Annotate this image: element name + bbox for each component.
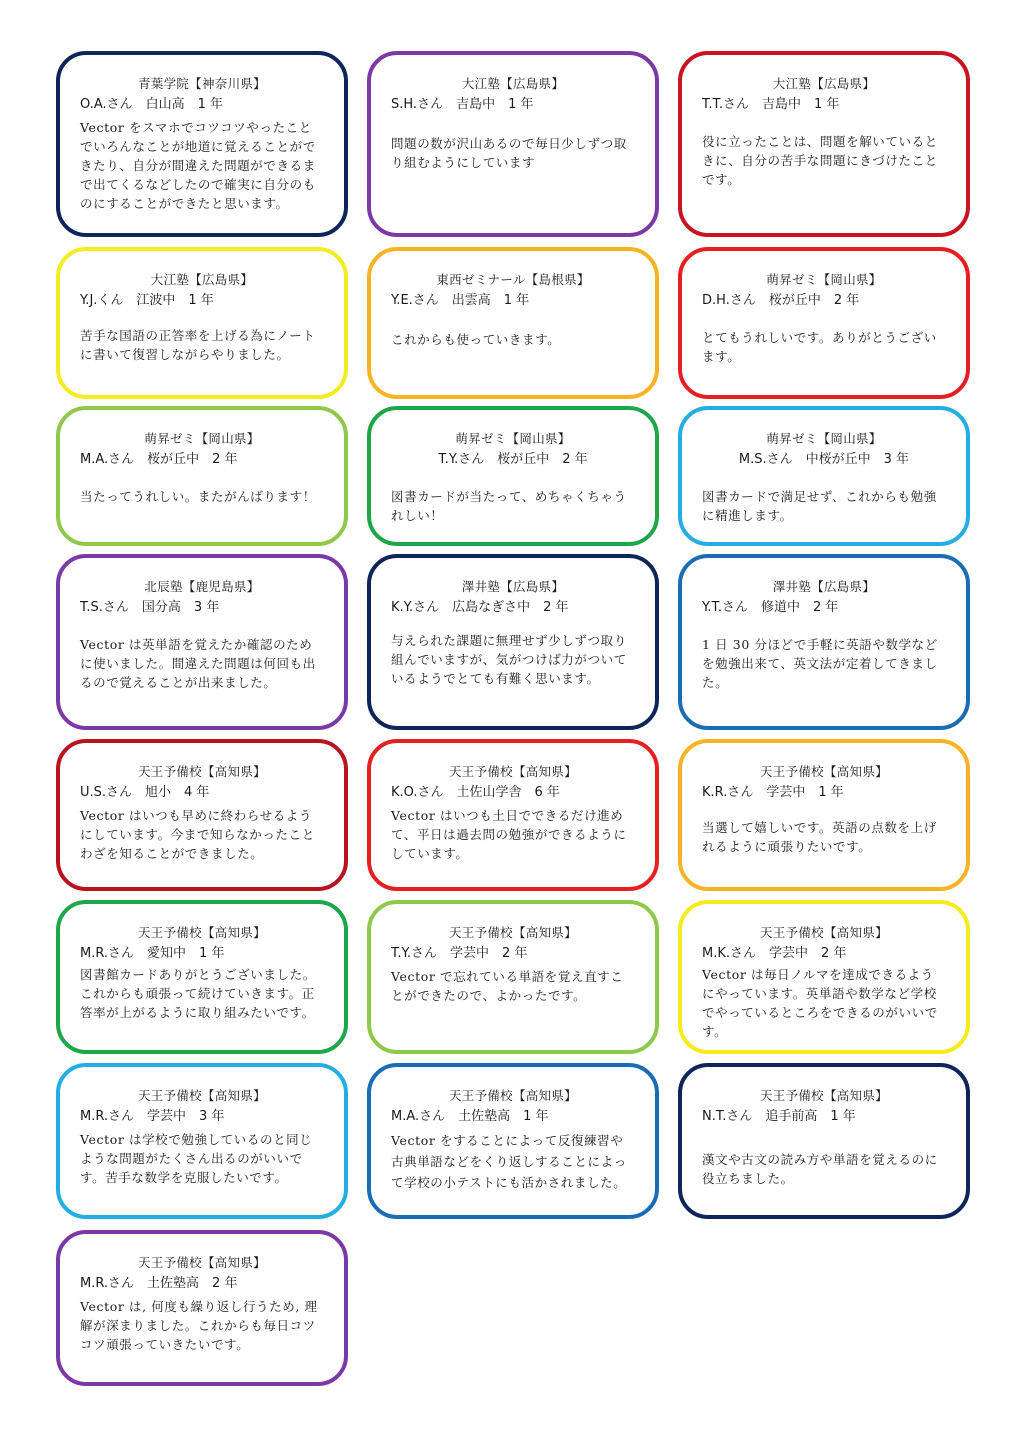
school-name: 天王予備校【高知県】 bbox=[759, 764, 888, 779]
comment-text: Vector は学校で勉強しているのと同じような問題がたくさん出るのがいいです。苦手な数学を克服したいです。 bbox=[80, 1132, 313, 1185]
school-name: 天王予備校【高知県】 bbox=[137, 764, 266, 779]
testimonial-card bbox=[678, 739, 970, 891]
testimonial-card bbox=[56, 900, 348, 1054]
school-name: 澤井塾【広島県】 bbox=[772, 579, 876, 594]
student-info: T.S.さん 国分高 3 年 bbox=[80, 600, 220, 615]
school-name: 大江塾【広島県】 bbox=[772, 76, 876, 91]
school-name: 天王予備校【高知県】 bbox=[137, 925, 266, 940]
student-info: O.A.さん 白山高 1 年 bbox=[80, 97, 224, 112]
testimonial-card bbox=[678, 51, 970, 237]
comment-text: 図書カードで満足せず、これからも勉強に精進します。 bbox=[702, 489, 937, 523]
testimonial-card bbox=[56, 247, 348, 399]
testimonial-card bbox=[56, 406, 348, 546]
school-name: 東西ゼミナール【島根県】 bbox=[436, 272, 590, 287]
comment-text: 役に立ったことは、問題を解いているときに、自分の苦手な問題にきづけたことです。 bbox=[702, 134, 938, 187]
student-info: M.S.さん 中桜が丘中 3 年 bbox=[738, 452, 910, 467]
comment-text: とてもうれしいです。ありがとうございます。 bbox=[702, 330, 937, 364]
school-name: 澤井塾【広島県】 bbox=[461, 579, 565, 594]
testimonial-card bbox=[678, 554, 970, 730]
student-info: S.H.さん 吉島中 1 年 bbox=[391, 97, 534, 112]
comment-text: Vector は, 何度も繰り返し行うため, 理解が深まりました。これからも毎日コツコツ頑張っていきたいです。 bbox=[80, 1299, 318, 1352]
student-info: T.T.さん 吉島中 1 年 bbox=[702, 97, 840, 112]
student-info: M.A.さん 土佐塾高 1 年 bbox=[391, 1109, 549, 1124]
comment-text: 当たってうれしい。またがんばります！ bbox=[80, 489, 316, 504]
testimonial-card bbox=[367, 900, 659, 1054]
student-info: M.K.さん 学芸中 2 年 bbox=[702, 946, 847, 961]
comment-text: 漢文や古文の読み方や単語を覚えるのに役立ちました。 bbox=[702, 1152, 938, 1186]
school-name: 天王予備校【高知県】 bbox=[759, 925, 888, 940]
comment-text: Vector をスマホでコツコツやったことでいろんなことが地道に覚えることができたり、自分が間違えた問題ができるまで出てくるなどしたので確実に自分のものにすることができたと思います。 bbox=[80, 120, 316, 211]
school-name: 北辰塾【鹿児島県】 bbox=[144, 579, 260, 594]
school-name: 萌昇ゼミ【岡山県】 bbox=[766, 272, 882, 287]
testimonial-card bbox=[56, 554, 348, 730]
testimonial-card bbox=[367, 51, 659, 237]
school-name: 天王予備校【高知県】 bbox=[137, 1255, 266, 1270]
student-info: U.S.さん 旭小 4 年 bbox=[80, 785, 210, 800]
school-name: 青葉学院【神奈川県】 bbox=[137, 76, 266, 91]
testimonial-card bbox=[367, 247, 659, 399]
comment-text: Vector は英単語を覚えたか確認のために使いました。間違えた問題は何回も出るので覚えることが出来ました。 bbox=[80, 637, 316, 690]
student-info: T.Y.さん 桜が丘中 2 年 bbox=[438, 452, 588, 467]
school-name: 天王予備校【高知県】 bbox=[137, 1088, 266, 1103]
school-name: 天王予備校【高知県】 bbox=[759, 1088, 888, 1103]
student-info: M.A.さん 桜が丘中 2 年 bbox=[80, 452, 238, 467]
school-name: 天王予備校【高知県】 bbox=[448, 764, 577, 779]
school-name: 萌昇ゼミ【岡山県】 bbox=[455, 431, 571, 446]
school-name: 大江塾【広島県】 bbox=[461, 76, 565, 91]
student-info: M.R.さん 愛知中 1 年 bbox=[80, 946, 225, 961]
student-info: D.H.さん 桜が丘中 2 年 bbox=[702, 293, 860, 308]
comment-text: 当選して嬉しいです。英語の点数を上げれるように頑張りたいです。 bbox=[702, 820, 937, 854]
student-info: K.Y.さん 広島なぎさ中 2 年 bbox=[391, 600, 569, 615]
testimonial-card bbox=[56, 739, 348, 891]
comment-text: 与えられた課題に無理せず少しずつ取り組んでいますが、気がつけば力がついているようでとても有難く思います。 bbox=[391, 633, 627, 686]
school-name: 天王予備校【高知県】 bbox=[448, 925, 577, 940]
testimonial-card bbox=[678, 1063, 970, 1219]
testimonial-card bbox=[56, 1063, 348, 1219]
student-info: Y.T.さん 修道中 2 年 bbox=[702, 600, 839, 615]
school-name: 萌昇ゼミ【岡山県】 bbox=[766, 431, 882, 446]
student-info: N.T.さん 追手前高 1 年 bbox=[702, 1109, 856, 1124]
comment-text: 1 日 30 分ほどで手軽に英語や数学などを勉強出来て、英文法が定着してきました。 bbox=[702, 637, 938, 690]
school-name: 大江塾【広島県】 bbox=[150, 272, 254, 287]
testimonial-card bbox=[367, 1063, 659, 1219]
student-info: K.R.さん 学芸中 1 年 bbox=[702, 785, 844, 800]
student-info: M.R.さん 土佐塾高 2 年 bbox=[80, 1276, 238, 1291]
testimonial-card bbox=[367, 739, 659, 891]
comment-text: Vector は毎日ノルマを達成できるようにやっています。英単語や数学など学校でやっているところをできるのがいいです。 bbox=[702, 967, 938, 1039]
school-name: 萌昇ゼミ【岡山県】 bbox=[144, 431, 260, 446]
testimonial-card bbox=[678, 406, 970, 546]
testimonial-card bbox=[367, 406, 659, 546]
comment-text: 図書館カードありがとうございました。これからも頑張って続けていきます。正答率が上がるように取り組みたいです。 bbox=[80, 967, 316, 1020]
school-name: 天王予備校【高知県】 bbox=[448, 1088, 577, 1103]
testimonial-card bbox=[678, 247, 970, 399]
comment-text: 図書カードが当たって、めちゃくちゃうれしい！ bbox=[391, 489, 627, 523]
testimonial-card bbox=[56, 51, 348, 237]
student-info: T.Y.さん 学芸中 2 年 bbox=[391, 946, 528, 961]
comment-text: Vector はいつも土日でできるだけ進めて、平日は過去問の勉強ができるようにしています。 bbox=[391, 808, 627, 861]
testimonial-card bbox=[56, 1230, 348, 1386]
comment-text: 問題の数が沢山あるので毎日少しずつ取り組むようにしています bbox=[391, 136, 627, 170]
student-info: Y.J.くん 江波中 1 年 bbox=[80, 293, 214, 308]
student-info: Y.E.さん 出雲高 1 年 bbox=[391, 293, 530, 308]
comment-text: 苦手な国語の正答率を上げる為にノートに書いて復習しながらやりました。 bbox=[80, 328, 316, 362]
comment-text: Vector をすることによって反復練習や古典単語などをくり返しすることによって学校の小テストにも活かされました。 bbox=[391, 1133, 627, 1190]
student-info: M.R.さん 学芸中 3 年 bbox=[80, 1109, 225, 1124]
comment-text: これからも使っていきます。 bbox=[391, 332, 561, 347]
comment-text: Vector はいつも早めに終わらせるようにしています。今まで知らなかったことわざを知ることができました。 bbox=[80, 808, 315, 861]
testimonial-card bbox=[678, 900, 970, 1054]
student-info: K.O.さん 土佐山学舎 6 年 bbox=[391, 785, 560, 800]
comment-text: Vector で忘れている単語を覚え直すことができたので、よかったです。 bbox=[391, 969, 624, 1003]
testimonial-card bbox=[367, 554, 659, 730]
